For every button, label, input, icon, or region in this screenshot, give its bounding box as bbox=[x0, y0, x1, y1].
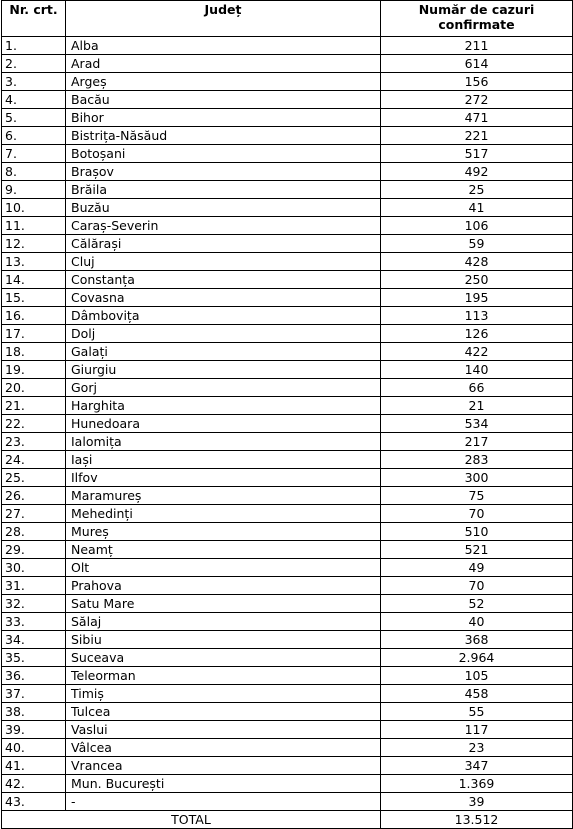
case-count: 40 bbox=[381, 613, 573, 631]
case-count: 471 bbox=[381, 109, 573, 127]
row-number: 22. bbox=[2, 415, 66, 433]
case-count: 23 bbox=[381, 739, 573, 757]
row-number: 14. bbox=[2, 271, 66, 289]
table-row bbox=[2, 271, 573, 289]
county-name: Mehedinți bbox=[66, 505, 381, 523]
row-number: 3. bbox=[2, 73, 66, 91]
county-name: Tulcea bbox=[66, 703, 381, 721]
county-name: Bacău bbox=[66, 91, 381, 109]
case-count: 106 bbox=[381, 217, 573, 235]
row-number: 12. bbox=[2, 235, 66, 253]
case-count: 41 bbox=[381, 199, 573, 217]
header-row bbox=[2, 1, 573, 37]
case-count: 221 bbox=[381, 127, 573, 145]
county-name: Prahova bbox=[66, 577, 381, 595]
row-number: 24. bbox=[2, 451, 66, 469]
county-name: - bbox=[66, 793, 381, 811]
case-count: 300 bbox=[381, 469, 573, 487]
case-count: 21 bbox=[381, 397, 573, 415]
table-row bbox=[2, 775, 573, 793]
row-number: 35. bbox=[2, 649, 66, 667]
row-number: 38. bbox=[2, 703, 66, 721]
row-number: 8. bbox=[2, 163, 66, 181]
case-count: 422 bbox=[381, 343, 573, 361]
county-name: Sălaj bbox=[66, 613, 381, 631]
row-number: 5. bbox=[2, 109, 66, 127]
county-name: Constanța bbox=[66, 271, 381, 289]
case-count: 510 bbox=[381, 523, 573, 541]
row-number: 32. bbox=[2, 595, 66, 613]
table-row bbox=[2, 37, 573, 55]
table-row bbox=[2, 469, 573, 487]
county-name: Mun. București bbox=[66, 775, 381, 793]
county-name: Harghita bbox=[66, 397, 381, 415]
case-count: 614 bbox=[381, 55, 573, 73]
case-count: 195 bbox=[381, 289, 573, 307]
case-count: 52 bbox=[381, 595, 573, 613]
row-number: 29. bbox=[2, 541, 66, 559]
table-row bbox=[2, 163, 573, 181]
table-row bbox=[2, 631, 573, 649]
row-number: 10. bbox=[2, 199, 66, 217]
table-row bbox=[2, 613, 573, 631]
county-name: Vaslui bbox=[66, 721, 381, 739]
county-name: Sibiu bbox=[66, 631, 381, 649]
header-nr: Nr. crt. bbox=[2, 1, 66, 37]
row-number: 37. bbox=[2, 685, 66, 703]
county-name: Călărași bbox=[66, 235, 381, 253]
case-count: 250 bbox=[381, 271, 573, 289]
county-name: Teleorman bbox=[66, 667, 381, 685]
county-name: Brăila bbox=[66, 181, 381, 199]
row-number: 42. bbox=[2, 775, 66, 793]
case-count: 347 bbox=[381, 757, 573, 775]
row-number: 1. bbox=[2, 37, 66, 55]
table-row bbox=[2, 703, 573, 721]
row-number: 23. bbox=[2, 433, 66, 451]
table-row bbox=[2, 793, 573, 811]
case-count: 458 bbox=[381, 685, 573, 703]
table-row bbox=[2, 253, 573, 271]
row-number: 39. bbox=[2, 721, 66, 739]
row-number: 17. bbox=[2, 325, 66, 343]
row-number: 13. bbox=[2, 253, 66, 271]
county-name: Neamț bbox=[66, 541, 381, 559]
row-number: 27. bbox=[2, 505, 66, 523]
row-number: 4. bbox=[2, 91, 66, 109]
case-count: 428 bbox=[381, 253, 573, 271]
county-name: Arad bbox=[66, 55, 381, 73]
total-label: TOTAL bbox=[2, 811, 381, 829]
case-count: 217 bbox=[381, 433, 573, 451]
table-row bbox=[2, 379, 573, 397]
table-row bbox=[2, 685, 573, 703]
row-number: 34. bbox=[2, 631, 66, 649]
table-row bbox=[2, 523, 573, 541]
row-number: 16. bbox=[2, 307, 66, 325]
table-row bbox=[2, 235, 573, 253]
county-name: Alba bbox=[66, 37, 381, 55]
county-name: Galați bbox=[66, 343, 381, 361]
total-row bbox=[2, 811, 573, 829]
row-number: 6. bbox=[2, 127, 66, 145]
row-number: 11. bbox=[2, 217, 66, 235]
table-row bbox=[2, 289, 573, 307]
row-number: 36. bbox=[2, 667, 66, 685]
table-row bbox=[2, 109, 573, 127]
case-count: 66 bbox=[381, 379, 573, 397]
row-number: 40. bbox=[2, 739, 66, 757]
table-row bbox=[2, 397, 573, 415]
table-row bbox=[2, 721, 573, 739]
county-name: Satu Mare bbox=[66, 595, 381, 613]
row-number: 30. bbox=[2, 559, 66, 577]
row-number: 19. bbox=[2, 361, 66, 379]
table-row bbox=[2, 487, 573, 505]
table-row bbox=[2, 649, 573, 667]
county-name: Botoșani bbox=[66, 145, 381, 163]
row-number: 7. bbox=[2, 145, 66, 163]
case-count: 272 bbox=[381, 91, 573, 109]
case-count: 140 bbox=[381, 361, 573, 379]
case-count: 517 bbox=[381, 145, 573, 163]
table-row bbox=[2, 199, 573, 217]
row-number: 28. bbox=[2, 523, 66, 541]
row-number: 20. bbox=[2, 379, 66, 397]
table-row bbox=[2, 541, 573, 559]
table-row bbox=[2, 217, 573, 235]
county-name: Iași bbox=[66, 451, 381, 469]
county-name: Argeș bbox=[66, 73, 381, 91]
table-row bbox=[2, 667, 573, 685]
table-row bbox=[2, 307, 573, 325]
row-number: 41. bbox=[2, 757, 66, 775]
row-number: 21. bbox=[2, 397, 66, 415]
case-count: 1.369 bbox=[381, 775, 573, 793]
row-number: 25. bbox=[2, 469, 66, 487]
county-name: Olt bbox=[66, 559, 381, 577]
case-count: 283 bbox=[381, 451, 573, 469]
row-number: 2. bbox=[2, 55, 66, 73]
county-name: Mureș bbox=[66, 523, 381, 541]
row-number: 43. bbox=[2, 793, 66, 811]
table-row bbox=[2, 739, 573, 757]
table-body bbox=[2, 37, 573, 811]
county-name: Vrancea bbox=[66, 757, 381, 775]
table-row bbox=[2, 325, 573, 343]
case-count: 105 bbox=[381, 667, 573, 685]
case-count: 156 bbox=[381, 73, 573, 91]
row-number: 15. bbox=[2, 289, 66, 307]
case-count: 70 bbox=[381, 577, 573, 595]
county-name: Caraș-Severin bbox=[66, 217, 381, 235]
table-row bbox=[2, 73, 573, 91]
case-count: 59 bbox=[381, 235, 573, 253]
county-name: Maramureș bbox=[66, 487, 381, 505]
case-count: 2.964 bbox=[381, 649, 573, 667]
table-row bbox=[2, 361, 573, 379]
case-count: 368 bbox=[381, 631, 573, 649]
table-row bbox=[2, 433, 573, 451]
table-row bbox=[2, 55, 573, 73]
county-name: Giurgiu bbox=[66, 361, 381, 379]
case-count: 126 bbox=[381, 325, 573, 343]
case-count: 75 bbox=[381, 487, 573, 505]
table-row bbox=[2, 559, 573, 577]
table-row bbox=[2, 91, 573, 109]
row-number: 18. bbox=[2, 343, 66, 361]
county-name: Cluj bbox=[66, 253, 381, 271]
row-number: 9. bbox=[2, 181, 66, 199]
case-count: 534 bbox=[381, 415, 573, 433]
county-name: Gorj bbox=[66, 379, 381, 397]
table-row bbox=[2, 505, 573, 523]
table-row bbox=[2, 451, 573, 469]
cases-by-county-table bbox=[1, 0, 573, 829]
table-row bbox=[2, 415, 573, 433]
table-row bbox=[2, 343, 573, 361]
county-name: Dolj bbox=[66, 325, 381, 343]
row-number: 33. bbox=[2, 613, 66, 631]
case-count: 211 bbox=[381, 37, 573, 55]
case-count: 117 bbox=[381, 721, 573, 739]
table-row bbox=[2, 127, 573, 145]
total-cases: 13.512 bbox=[381, 811, 573, 829]
county-name: Covasna bbox=[66, 289, 381, 307]
county-name: Buzău bbox=[66, 199, 381, 217]
county-name: Brașov bbox=[66, 163, 381, 181]
header-county: Județ bbox=[66, 1, 381, 37]
case-count: 49 bbox=[381, 559, 573, 577]
case-count: 521 bbox=[381, 541, 573, 559]
county-name: Ialomița bbox=[66, 433, 381, 451]
case-count: 39 bbox=[381, 793, 573, 811]
county-name: Suceava bbox=[66, 649, 381, 667]
county-name: Dâmbovița bbox=[66, 307, 381, 325]
case-count: 113 bbox=[381, 307, 573, 325]
county-name: Ilfov bbox=[66, 469, 381, 487]
row-number: 31. bbox=[2, 577, 66, 595]
row-number: 26. bbox=[2, 487, 66, 505]
case-count: 70 bbox=[381, 505, 573, 523]
table-row bbox=[2, 577, 573, 595]
county-name: Timiș bbox=[66, 685, 381, 703]
table-row bbox=[2, 145, 573, 163]
county-name: Vâlcea bbox=[66, 739, 381, 757]
table-row bbox=[2, 595, 573, 613]
table-row bbox=[2, 181, 573, 199]
table-row bbox=[2, 757, 573, 775]
county-name: Hunedoara bbox=[66, 415, 381, 433]
case-count: 25 bbox=[381, 181, 573, 199]
county-name: Bistrița-Năsăud bbox=[66, 127, 381, 145]
county-name: Bihor bbox=[66, 109, 381, 127]
case-count: 55 bbox=[381, 703, 573, 721]
case-count: 492 bbox=[381, 163, 573, 181]
header-cases: Număr de cazuri confirmate bbox=[381, 1, 573, 37]
